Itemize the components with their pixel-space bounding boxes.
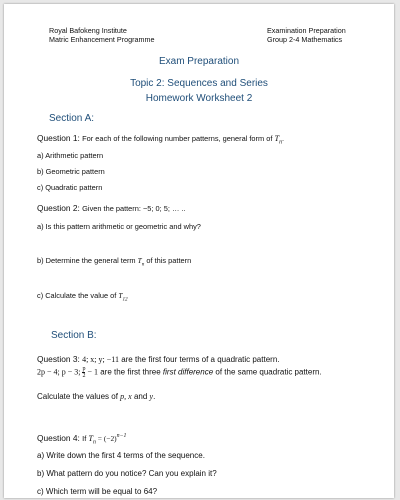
q2-item-b-text: b) Determine the general term — [37, 256, 138, 265]
question-2 — [37, 203, 186, 213]
q1-item-a: a) Arithmetic pattern — [37, 151, 104, 160]
q1-item-c: c) Quadratic pattern — [37, 183, 103, 192]
question-3-diff1: 2p − 4; p − 3; — [37, 367, 83, 377]
question-4-formula-lhs: T — [88, 434, 94, 443]
q2-item-c-term: T — [118, 291, 123, 300]
question-2-text: Given the pattern: −5; 0; 5; … .. — [82, 204, 186, 213]
question-1-end: . — [282, 134, 285, 143]
fraction-numerator: p — [82, 366, 86, 372]
question-3-italic: first difference — [162, 367, 214, 377]
group-label: Group 2-4 Mathematics — [267, 35, 343, 44]
question-4-formula-mid: = (−2) — [95, 434, 117, 443]
question-3-calc-y: y — [149, 392, 154, 401]
question-4-if: If — [82, 434, 89, 443]
main-title: Exam Preparation — [158, 56, 240, 67]
q1-item-b: b) Geometric pattern — [37, 167, 105, 176]
institute-name: Royal Bafokeng Institute — [49, 26, 127, 35]
q2-item-c-text: c) Calculate the value of — [37, 291, 119, 300]
question-4-label: Question 4: — [37, 433, 80, 443]
question-4-formula-exp: n−1 — [116, 433, 127, 440]
question-3-line1-text: are the first four terms of a quadratic pattern. — [118, 355, 280, 364]
question-3-calc-text: Calculate the values of — [37, 392, 121, 401]
q4-item-b: b) What pattern do you notice? Can you explain it? — [37, 469, 217, 478]
q2-item-b-sub: n — [141, 261, 145, 268]
q2-item-b — [37, 256, 191, 267]
section-a-heading: Section A: — [49, 113, 95, 124]
question-1-sub: n — [279, 139, 283, 146]
worksheet-title: Homework Worksheet 2 — [145, 93, 253, 104]
programme-name: Matric Enhancement Programme — [49, 35, 155, 44]
q2-item-c-sub: 12 — [122, 296, 128, 303]
question-1-text: For each of the following number patterns, general form of — [82, 134, 275, 143]
section-b-heading: Section B: — [51, 330, 97, 341]
fraction-denominator: 2 — [82, 373, 86, 379]
question-3-line2-text2: of the same quadratic pattern. — [213, 367, 322, 377]
question-3-diff2: − 1 — [85, 367, 98, 377]
question-3-terms: 4; x; y; −11 — [82, 355, 119, 364]
question-3-calc-vars: p, x — [120, 392, 132, 401]
exam-label: Examination Preparation — [267, 26, 346, 35]
q4-item-a: a) Write down the first 4 terms of the sequence. — [37, 451, 205, 460]
q2-item-b-end: of this pattern — [144, 256, 192, 265]
topic-title: Topic 2: Sequences and Series — [130, 78, 268, 89]
q4-item-c: c) Which term will be equal to 64? — [37, 487, 158, 496]
q2-item-c — [37, 291, 128, 302]
question-3-line2 — [37, 366, 322, 379]
question-4-formula-sub: n — [93, 439, 96, 446]
question-3-line1 — [37, 354, 280, 364]
question-3-calc-and: and — [131, 392, 150, 401]
worksheet-page — [4, 4, 394, 498]
q2-item-a: a) Is this pattern arithmetic or geometric and why? — [37, 222, 201, 231]
question-4 — [37, 433, 126, 446]
question-1-term: T — [274, 134, 280, 143]
question-3-calc — [37, 392, 155, 401]
question-1-label: Question 1: — [37, 133, 80, 143]
question-1 — [37, 133, 284, 146]
question-3-calc-end: . — [153, 392, 156, 401]
question-3-label: Question 3: — [37, 354, 80, 364]
question-3-line2-text1: are the first three — [97, 367, 163, 377]
question-2-label: Question 2: — [37, 203, 80, 213]
q2-item-b-term: T — [137, 256, 142, 265]
